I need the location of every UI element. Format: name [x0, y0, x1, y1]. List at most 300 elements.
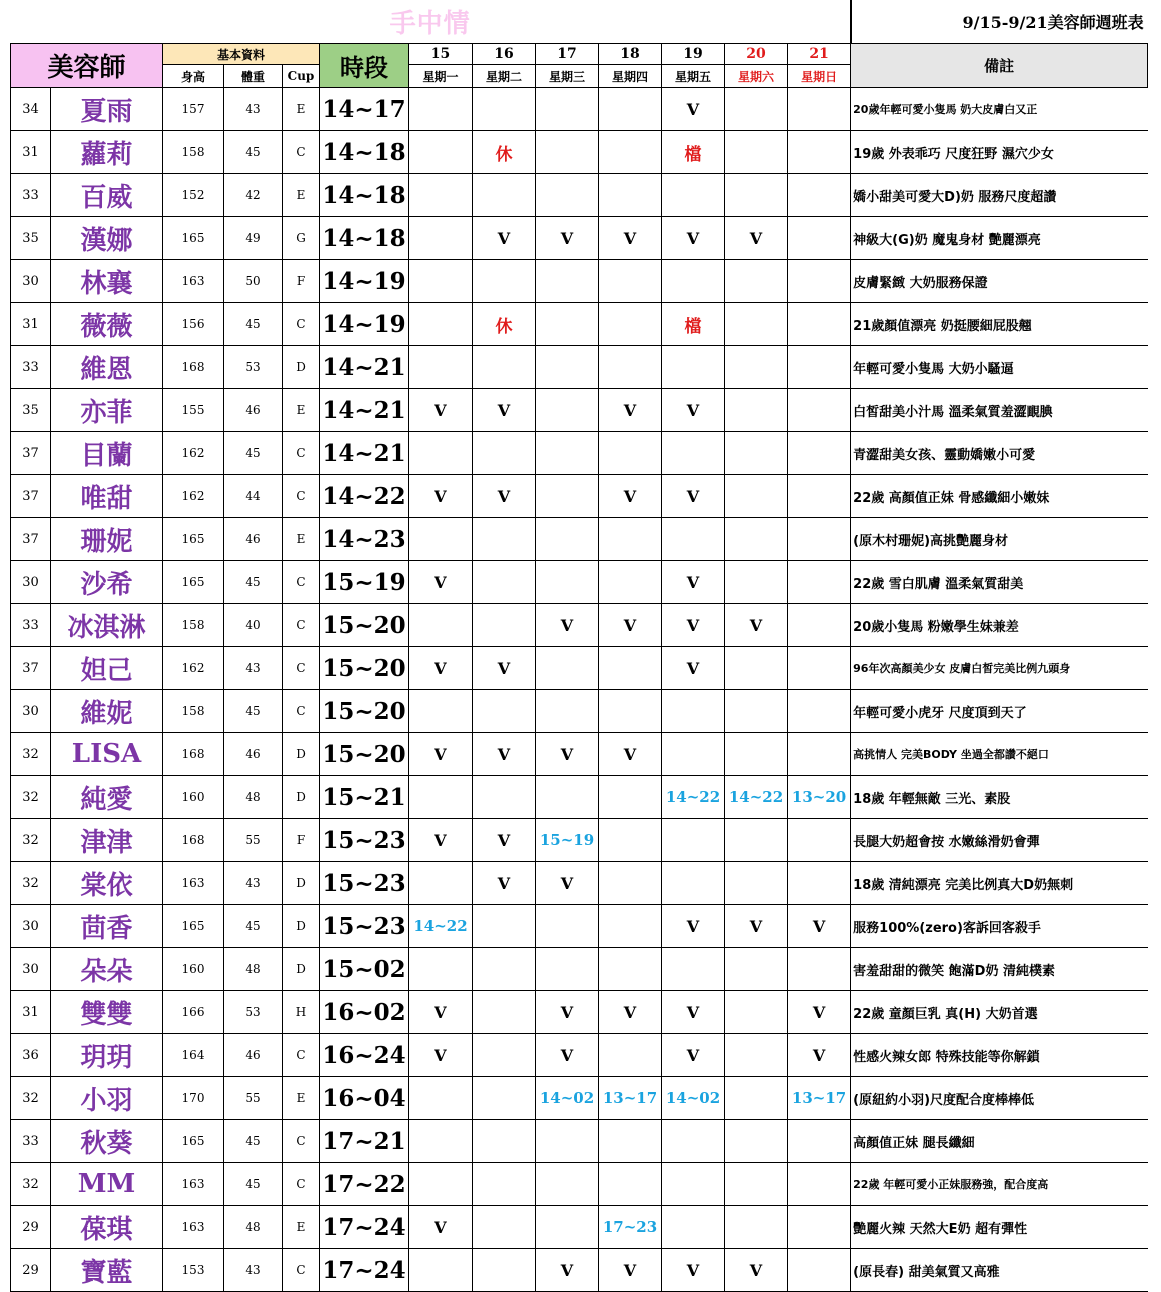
day-cell	[725, 88, 788, 131]
cup-cell: C	[283, 690, 320, 733]
age-cell: 31	[11, 991, 51, 1034]
day-cell	[473, 690, 536, 733]
weight-cell: 48	[224, 948, 283, 991]
day-cell	[725, 819, 788, 862]
day-cell: 14~22	[725, 776, 788, 819]
day-cell	[725, 174, 788, 217]
height-cell: 158	[163, 604, 224, 647]
table-row	[11, 733, 1148, 776]
header-date: 21	[788, 44, 851, 65]
table-row	[11, 690, 1148, 733]
day-cell	[409, 518, 473, 561]
day-cell	[788, 604, 851, 647]
shift-cell: 15~21	[320, 776, 409, 819]
day-cell	[788, 647, 851, 690]
day-cell	[725, 303, 788, 346]
weight-cell: 55	[224, 819, 283, 862]
weight-cell: 42	[224, 174, 283, 217]
weight-cell: 48	[224, 1206, 283, 1249]
day-cell	[788, 1120, 851, 1163]
schedule-table	[10, 0, 1148, 1292]
day-cell	[409, 346, 473, 389]
weight-cell: 40	[224, 604, 283, 647]
header-name: 美容師	[11, 44, 163, 88]
day-cell	[536, 174, 599, 217]
day-cell	[599, 1120, 662, 1163]
shift-cell: 16~24	[320, 1034, 409, 1077]
name-cell: 夏雨	[51, 88, 163, 131]
day-cell	[536, 131, 599, 174]
day-cell	[788, 432, 851, 475]
age-cell: 37	[11, 475, 51, 518]
day-cell	[473, 604, 536, 647]
header-weight: 體重	[224, 65, 283, 88]
day-cell: V	[536, 862, 599, 905]
note-cell: 21歲顏值漂亮 奶挺腰細屁股翹	[851, 303, 1148, 346]
cup-cell: H	[283, 991, 320, 1034]
header-date: 18	[599, 44, 662, 65]
table-row	[11, 217, 1148, 260]
day-cell: V	[536, 733, 599, 776]
shift-cell: 16~04	[320, 1077, 409, 1120]
day-cell	[536, 1206, 599, 1249]
weight-cell: 43	[224, 647, 283, 690]
day-cell	[662, 1120, 725, 1163]
age-cell: 37	[11, 518, 51, 561]
height-cell: 160	[163, 948, 224, 991]
table-row	[11, 303, 1148, 346]
day-cell	[788, 518, 851, 561]
age-cell: 33	[11, 346, 51, 389]
height-cell: 157	[163, 88, 224, 131]
table-row	[11, 475, 1148, 518]
day-cell	[409, 432, 473, 475]
shift-cell: 14~19	[320, 260, 409, 303]
height-cell: 170	[163, 1077, 224, 1120]
day-cell	[599, 690, 662, 733]
age-cell: 37	[11, 647, 51, 690]
height-cell: 153	[163, 1249, 224, 1292]
height-cell: 168	[163, 346, 224, 389]
table-row	[11, 776, 1148, 819]
weight-cell: 53	[224, 991, 283, 1034]
shift-cell: 14~23	[320, 518, 409, 561]
cup-cell: D	[283, 905, 320, 948]
cup-cell: E	[283, 389, 320, 432]
shift-cell: 14~17	[320, 88, 409, 131]
day-cell: V	[599, 604, 662, 647]
day-cell	[409, 776, 473, 819]
day-cell: V	[725, 604, 788, 647]
shift-cell: 14~18	[320, 217, 409, 260]
day-cell	[536, 905, 599, 948]
name-cell: 唯甜	[51, 475, 163, 518]
header-weekday: 星期二	[473, 65, 536, 88]
note-cell: 艷麗火辣 天然大E奶 超有彈性	[851, 1206, 1148, 1249]
weight-cell: 43	[224, 88, 283, 131]
note-cell: 害羞甜甜的微笑 飽滿D奶 清純樸素	[851, 948, 1148, 991]
weight-cell: 49	[224, 217, 283, 260]
day-cell: 14~02	[536, 1077, 599, 1120]
day-cell	[788, 88, 851, 131]
table-row	[11, 1034, 1148, 1077]
header-date: 17	[536, 44, 599, 65]
day-cell	[662, 819, 725, 862]
height-cell: 152	[163, 174, 224, 217]
day-cell	[473, 1077, 536, 1120]
day-cell: V	[536, 217, 599, 260]
weight-cell: 45	[224, 1163, 283, 1206]
day-cell: 14~22	[409, 905, 473, 948]
note-cell: 20歲小隻馬 粉嫩學生妹兼差	[851, 604, 1148, 647]
weight-cell: 46	[224, 733, 283, 776]
table-row	[11, 561, 1148, 604]
age-cell: 32	[11, 819, 51, 862]
day-cell: 13~17	[788, 1077, 851, 1120]
cup-cell: C	[283, 131, 320, 174]
day-cell: V	[409, 991, 473, 1034]
day-cell: V	[409, 819, 473, 862]
name-cell: 沙希	[51, 561, 163, 604]
age-cell: 33	[11, 174, 51, 217]
height-cell: 163	[163, 1163, 224, 1206]
age-cell: 29	[11, 1249, 51, 1292]
day-cell	[409, 1163, 473, 1206]
table-row	[11, 1249, 1148, 1292]
day-cell: 15~19	[536, 819, 599, 862]
day-cell	[473, 991, 536, 1034]
note-cell: 皮膚緊緻 大奶服務保證	[851, 260, 1148, 303]
day-cell	[536, 1120, 599, 1163]
header-weekday: 星期三	[536, 65, 599, 88]
table-row	[11, 174, 1148, 217]
name-cell: 目蘭	[51, 432, 163, 475]
table-row	[11, 1206, 1148, 1249]
day-cell	[473, 346, 536, 389]
day-cell: 檔	[662, 131, 725, 174]
day-cell: V	[409, 561, 473, 604]
day-cell	[662, 1163, 725, 1206]
day-cell	[725, 1034, 788, 1077]
day-cell	[788, 1163, 851, 1206]
weight-cell: 46	[224, 389, 283, 432]
day-cell: V	[725, 217, 788, 260]
note-cell: 長腿大奶超會按 水嫩絲滑奶會彈	[851, 819, 1148, 862]
height-cell: 162	[163, 432, 224, 475]
height-cell: 162	[163, 647, 224, 690]
header-date: 15	[409, 44, 473, 65]
day-cell	[725, 475, 788, 518]
day-cell	[725, 991, 788, 1034]
day-cell	[788, 819, 851, 862]
weight-cell: 45	[224, 303, 283, 346]
day-cell: V	[536, 1034, 599, 1077]
day-cell	[409, 948, 473, 991]
name-cell: 津津	[51, 819, 163, 862]
table-row	[11, 1120, 1148, 1163]
name-cell: 妲己	[51, 647, 163, 690]
day-cell	[725, 862, 788, 905]
day-cell	[473, 260, 536, 303]
day-cell	[409, 862, 473, 905]
day-cell: V	[599, 733, 662, 776]
day-cell: V	[536, 991, 599, 1034]
day-cell	[725, 1120, 788, 1163]
weight-cell: 45	[224, 561, 283, 604]
age-cell: 32	[11, 1077, 51, 1120]
name-cell: 純愛	[51, 776, 163, 819]
header-date: 20	[725, 44, 788, 65]
day-cell	[788, 561, 851, 604]
shift-cell: 15~19	[320, 561, 409, 604]
name-cell: 漢娜	[51, 217, 163, 260]
cup-cell: C	[283, 647, 320, 690]
table-row	[11, 260, 1148, 303]
weight-cell: 50	[224, 260, 283, 303]
day-cell	[725, 1206, 788, 1249]
day-cell	[409, 1249, 473, 1292]
day-cell	[409, 174, 473, 217]
name-cell: 棠依	[51, 862, 163, 905]
day-cell	[473, 776, 536, 819]
day-cell	[788, 1206, 851, 1249]
day-cell	[536, 948, 599, 991]
height-cell: 158	[163, 131, 224, 174]
height-cell: 155	[163, 389, 224, 432]
day-cell	[599, 131, 662, 174]
day-cell	[536, 561, 599, 604]
day-cell: V	[473, 819, 536, 862]
header-height: 身高	[163, 65, 224, 88]
day-cell	[473, 1206, 536, 1249]
note-cell: 嬌小甜美可愛大D)奶 服務尺度超讚	[851, 174, 1148, 217]
height-cell: 165	[163, 518, 224, 561]
day-cell: V	[662, 475, 725, 518]
shift-cell: 14~21	[320, 432, 409, 475]
day-cell	[788, 217, 851, 260]
age-cell: 34	[11, 88, 51, 131]
day-cell	[409, 131, 473, 174]
name-cell: 亦菲	[51, 389, 163, 432]
age-cell: 31	[11, 131, 51, 174]
day-cell	[599, 518, 662, 561]
day-cell	[662, 1206, 725, 1249]
day-cell	[599, 948, 662, 991]
shift-cell: 14~18	[320, 131, 409, 174]
age-cell: 30	[11, 948, 51, 991]
day-cell	[662, 690, 725, 733]
day-cell	[725, 733, 788, 776]
note-cell: 20歲年輕可愛小隻馬 奶大皮膚白又正	[851, 88, 1148, 131]
shift-cell: 17~22	[320, 1163, 409, 1206]
shift-cell: 17~24	[320, 1206, 409, 1249]
note-cell: (原紐約小羽)尺度配合度棒棒低	[851, 1077, 1148, 1120]
table-row	[11, 862, 1148, 905]
cup-cell: E	[283, 88, 320, 131]
cup-cell: C	[283, 561, 320, 604]
day-cell: V	[662, 217, 725, 260]
weight-cell: 43	[224, 1249, 283, 1292]
day-cell: V	[788, 1034, 851, 1077]
day-cell	[599, 905, 662, 948]
header-date: 16	[473, 44, 536, 65]
note-cell: 22歲 年輕可愛小正妹服務強，配合度高	[851, 1163, 1148, 1206]
height-cell: 163	[163, 260, 224, 303]
header-weekday: 星期日	[788, 65, 851, 88]
day-cell: 14~02	[662, 1077, 725, 1120]
day-cell	[788, 690, 851, 733]
cup-cell: D	[283, 346, 320, 389]
shift-cell: 15~20	[320, 604, 409, 647]
day-cell	[662, 518, 725, 561]
day-cell	[536, 690, 599, 733]
header-shift: 時段	[320, 44, 409, 88]
name-cell: 維妮	[51, 690, 163, 733]
day-cell	[599, 647, 662, 690]
table-row	[11, 518, 1148, 561]
day-cell: V	[599, 389, 662, 432]
cup-cell: C	[283, 1120, 320, 1163]
day-cell: V	[473, 475, 536, 518]
day-cell	[662, 260, 725, 303]
day-cell	[536, 647, 599, 690]
age-cell: 33	[11, 604, 51, 647]
day-cell	[599, 174, 662, 217]
day-cell: V	[473, 647, 536, 690]
day-cell	[599, 88, 662, 131]
day-cell: V	[662, 1034, 725, 1077]
age-cell: 30	[11, 690, 51, 733]
week-label: 9/15-9/21美容師週班表	[851, 0, 1148, 44]
shift-cell: 15~23	[320, 819, 409, 862]
cup-cell: E	[283, 1077, 320, 1120]
age-cell: 33	[11, 1120, 51, 1163]
note-cell: 高挑情人 完美BODY 坐過全都讚不絕口	[851, 733, 1148, 776]
day-cell	[725, 561, 788, 604]
weight-cell: 55	[224, 1077, 283, 1120]
cup-cell: F	[283, 260, 320, 303]
day-cell: V	[409, 1034, 473, 1077]
day-cell	[788, 346, 851, 389]
day-cell	[725, 690, 788, 733]
shift-cell: 15~20	[320, 733, 409, 776]
day-cell	[599, 303, 662, 346]
weight-cell: 45	[224, 690, 283, 733]
day-cell: V	[409, 1206, 473, 1249]
cup-cell: C	[283, 432, 320, 475]
day-cell: V	[599, 991, 662, 1034]
day-cell: 17~23	[599, 1206, 662, 1249]
day-cell	[599, 776, 662, 819]
note-cell: (原木村珊妮)高挑艷麗身材	[851, 518, 1148, 561]
table-row	[11, 647, 1148, 690]
day-cell: V	[536, 604, 599, 647]
name-cell: 葆琪	[51, 1206, 163, 1249]
height-cell: 156	[163, 303, 224, 346]
day-cell	[662, 346, 725, 389]
day-cell	[788, 733, 851, 776]
day-cell: V	[409, 647, 473, 690]
day-cell: V	[662, 389, 725, 432]
note-cell: 22歲 童顏巨乳 真(H) 大奶首選	[851, 991, 1148, 1034]
day-cell	[536, 1163, 599, 1206]
day-cell: V	[662, 88, 725, 131]
day-cell	[599, 260, 662, 303]
shift-cell: 16~02	[320, 991, 409, 1034]
header-weekday: 星期一	[409, 65, 473, 88]
weight-cell: 45	[224, 905, 283, 948]
day-cell	[599, 1034, 662, 1077]
shift-cell: 14~19	[320, 303, 409, 346]
header-note: 備註	[851, 44, 1148, 88]
weight-cell: 45	[224, 131, 283, 174]
day-cell	[473, 1034, 536, 1077]
name-cell: 朵朵	[51, 948, 163, 991]
note-cell: 年輕可愛小隻馬 大奶小騷逼	[851, 346, 1148, 389]
day-cell: V	[409, 475, 473, 518]
name-cell: 玥玥	[51, 1034, 163, 1077]
height-cell: 168	[163, 819, 224, 862]
day-cell: V	[599, 217, 662, 260]
weight-cell: 44	[224, 475, 283, 518]
height-cell: 163	[163, 1206, 224, 1249]
height-cell: 165	[163, 1120, 224, 1163]
day-cell	[788, 1249, 851, 1292]
height-cell: 164	[163, 1034, 224, 1077]
note-cell: 白皙甜美小汁馬 溫柔氣質羞澀靦腆	[851, 389, 1148, 432]
day-cell	[599, 432, 662, 475]
table-row	[11, 905, 1148, 948]
day-cell	[409, 604, 473, 647]
cup-cell: E	[283, 174, 320, 217]
note-cell: (原長春) 甜美氣質又高雅	[851, 1249, 1148, 1292]
day-cell	[473, 432, 536, 475]
day-cell: V	[599, 1249, 662, 1292]
table-row	[11, 604, 1148, 647]
day-cell	[473, 948, 536, 991]
day-cell	[536, 432, 599, 475]
day-cell	[473, 1120, 536, 1163]
day-cell	[536, 346, 599, 389]
day-cell: V	[662, 647, 725, 690]
shift-cell: 14~21	[320, 346, 409, 389]
height-cell: 160	[163, 776, 224, 819]
day-cell	[662, 733, 725, 776]
day-cell	[725, 346, 788, 389]
cup-cell: C	[283, 303, 320, 346]
age-cell: 32	[11, 1163, 51, 1206]
day-cell: V	[662, 991, 725, 1034]
day-cell	[725, 260, 788, 303]
day-cell	[409, 303, 473, 346]
day-cell	[599, 346, 662, 389]
table-row	[11, 389, 1148, 432]
day-cell: V	[473, 733, 536, 776]
header-cup: Cup	[283, 65, 320, 88]
name-cell: LISA	[51, 733, 163, 776]
header-basic: 基本資料	[163, 44, 320, 65]
weight-cell: 43	[224, 862, 283, 905]
day-cell: 休	[473, 131, 536, 174]
day-cell: V	[725, 905, 788, 948]
day-cell	[725, 1163, 788, 1206]
day-cell	[725, 647, 788, 690]
table-row	[11, 948, 1148, 991]
note-cell: 年輕可愛小虎牙 尺度頂到天了	[851, 690, 1148, 733]
cup-cell: C	[283, 1163, 320, 1206]
table-row	[11, 991, 1148, 1034]
note-cell: 96年次高顏美少女 皮膚白皙完美比例九頭身	[851, 647, 1148, 690]
